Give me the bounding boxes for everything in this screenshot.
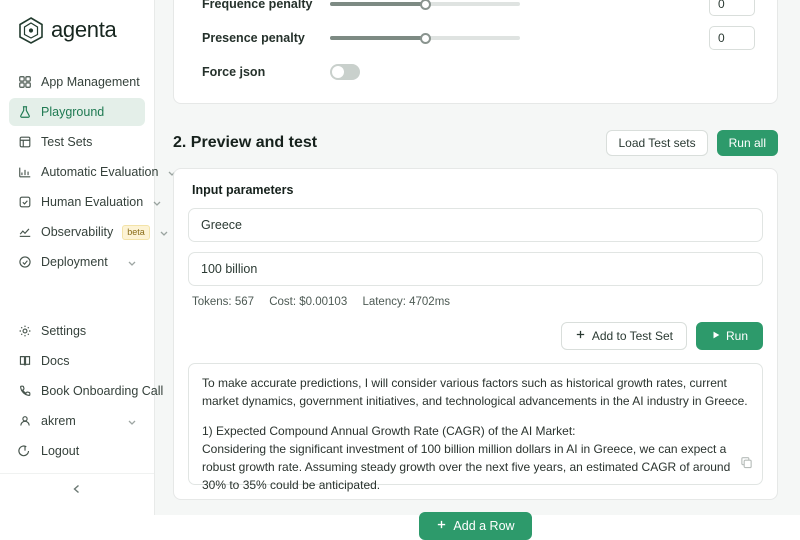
agenta-logo-icon: [18, 16, 44, 44]
database-icon: [17, 135, 32, 150]
main-content: [155, 0, 800, 533]
parameter-label: Frequence penalty: [202, 0, 313, 11]
sidebar-item-label: Logout: [41, 444, 80, 458]
gear-icon: [17, 324, 32, 339]
sidebar-item-label: Book Onboarding Call: [41, 384, 164, 398]
book-icon: [17, 354, 32, 369]
plus-icon: [575, 329, 586, 343]
load-test-sets-button[interactable]: Load Test sets: [606, 130, 707, 156]
sidebar-item-label: akrem: [41, 414, 76, 428]
tokens-metric: Tokens: 567: [192, 296, 255, 308]
output-paragraph: 1) Expected Compound Annual Growth Rate (CAGR) of the AI Market:: [202, 424, 576, 438]
run-button[interactable]: [696, 322, 763, 350]
sidebar-item-account[interactable]: [9, 407, 145, 435]
sidebar-collapse-button[interactable]: [0, 473, 154, 507]
add-to-test-set-button[interactable]: [561, 322, 687, 350]
preview-section-header: [173, 130, 778, 156]
sidebar-item-label: Test Sets: [41, 135, 93, 149]
parameter-row-presence-penalty: [190, 21, 761, 55]
checkbox-icon: [17, 195, 32, 210]
input-field-amount[interactable]: 100 billion: [188, 252, 763, 286]
sidebar-item-docs[interactable]: [9, 347, 145, 375]
chevron-down-icon: [127, 416, 137, 426]
slider-fill: [330, 36, 425, 40]
sidebar-item-logout[interactable]: [9, 437, 145, 465]
rocket-icon: [17, 255, 32, 270]
phone-icon: [17, 384, 32, 399]
cost-metric: Cost: $0.00103: [269, 296, 348, 308]
metrics-line: [192, 296, 763, 308]
play-icon: [711, 329, 721, 343]
sidebar-bottom-nav: [0, 317, 164, 515]
slider-track: [330, 36, 520, 40]
slider-knob[interactable]: [420, 0, 431, 10]
latency-metric: Latency: 4702ms: [362, 296, 451, 308]
sidebar-item-playground[interactable]: [9, 98, 145, 126]
logout-icon: [17, 444, 32, 459]
sidebar-item-label: Settings: [41, 324, 87, 338]
parameters-card: [173, 0, 778, 104]
force-json-toggle[interactable]: [330, 64, 360, 80]
sidebar-item-label: Deployment: [41, 255, 108, 269]
sidebar-item-label: Observability: [41, 225, 114, 239]
chevron-left-icon: [71, 483, 83, 498]
slider-track: [330, 2, 520, 6]
frequence-penalty-slider[interactable]: [330, 2, 520, 6]
user-icon: [17, 414, 32, 429]
sidebar-item-book-onboarding-call[interactable]: [9, 377, 164, 405]
preview-actions: [188, 322, 763, 350]
add-a-row-label: Add a Row: [453, 519, 515, 533]
sidebar-item-deployment[interactable]: [9, 248, 145, 276]
output-textarea[interactable]: [188, 363, 763, 492]
parameter-label: Force json: [202, 65, 266, 79]
presence-penalty-slider[interactable]: [330, 36, 520, 40]
sidebar-item-label: Docs: [41, 354, 70, 368]
main-scroll-area[interactable]: [173, 0, 778, 533]
run-all-button[interactable]: Run all: [717, 130, 778, 156]
plus-icon: [436, 519, 447, 533]
copy-icon[interactable]: [740, 456, 753, 474]
sidebar-item-human-evaluation[interactable]: [9, 188, 145, 216]
chevron-down-icon: [127, 257, 137, 267]
slider-knob[interactable]: [420, 33, 431, 44]
sidebar-item-label: Human Evaluation: [41, 195, 144, 209]
sidebar-item-settings[interactable]: [9, 317, 145, 345]
sidebar: [0, 0, 164, 515]
sidebar-item-automatic-evaluation[interactable]: [9, 158, 159, 186]
header-actions: [606, 130, 778, 156]
presence-penalty-value[interactable]: 0: [709, 26, 755, 50]
sidebar-item-observability[interactable]: [9, 218, 145, 246]
sidebar-nav: [0, 68, 159, 276]
add-a-row-button[interactable]: [419, 512, 531, 540]
flask-icon: [17, 105, 32, 120]
parameter-row-frequence-penalty: [190, 0, 761, 21]
frequence-penalty-value[interactable]: 0: [709, 0, 755, 16]
sidebar-item-label: App Management: [41, 75, 140, 89]
force-json-toggle-wrap: [330, 64, 360, 80]
grid-icon: [17, 75, 32, 90]
input-field-country[interactable]: Greece: [188, 208, 763, 242]
page-title: 2. Preview and test: [173, 134, 318, 151]
brand[interactable]: [0, 0, 154, 60]
sidebar-item-label: Playground: [41, 105, 105, 119]
line-chart-icon: [17, 225, 32, 240]
output-paragraph: Considering the significant investment of 100 billion million dollars in AI in Greece, we can expect a robust growth rate. Assuming steady growth over the next five years, an estimated CAGR of around 30% to 35% could be anticipated.: [202, 442, 731, 492]
beta-badge: beta: [122, 225, 150, 240]
chart-icon: [17, 165, 32, 180]
add-row-footer: [173, 512, 778, 540]
sidebar-item-test-sets[interactable]: [9, 128, 145, 156]
parameter-row-force-json: [190, 55, 761, 89]
preview-card: [173, 168, 778, 500]
brand-name: agenta: [51, 17, 117, 42]
input-parameters-title: Input parameters: [192, 183, 294, 197]
parameter-label: Presence penalty: [202, 31, 305, 45]
add-to-test-set-label: Add to Test Set: [591, 329, 673, 343]
run-label: Run: [725, 329, 748, 343]
output-paragraph: To make accurate predictions, I will consider various factors such as historical growth rates, current market dynamics, government initiatives, and technological advancements in the AI industry in Greece.: [202, 376, 748, 408]
slider-fill: [330, 2, 425, 6]
sidebar-item-label: Automatic Evaluation: [41, 165, 159, 179]
sidebar-item-app-management[interactable]: [9, 68, 145, 96]
